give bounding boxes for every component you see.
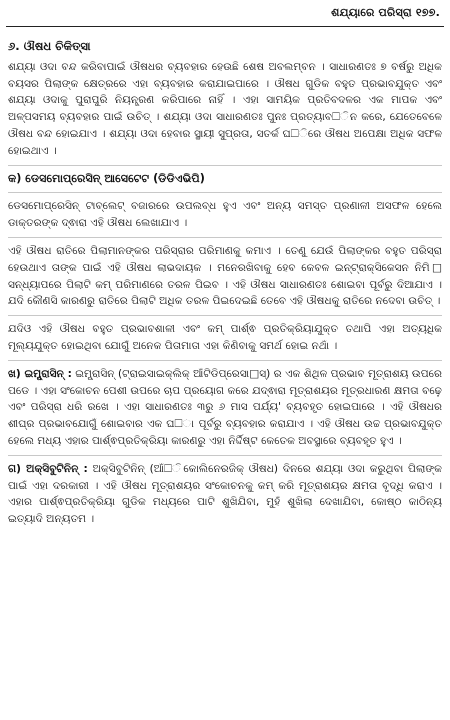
section-title: ୬. ଔଷଧ ଚିକିତ୍ସା — [8, 39, 91, 53]
divider — [8, 315, 442, 316]
divider — [8, 192, 442, 193]
oxybutynin-text: ଅକ୍ସିବୁଟିନିନ୍ (ଆଁ□ିକୋଲିନେରଜିକ୍ ଔଷଧ) ଦିନରେ ଶଯ୍ୟା ଓଦା କରୁଥିବା ପିଲାଙ୍କ ପାଇଁ ଏହା ଦରକାରୀ । ଏହି ଔଷଧ ମୂତ୍ରାଶୟର ସଂକୋଚନକୁ କମ୍ କରି ମୂତ୍ରାଶୟର କ୍ଷମତା ବୃଦ୍ଧି କରାଏ । ଏହାର ପାର୍ଶ୍ଵପ୍ରତିକ୍ରିୟା ଗୁଡିକ ମଧ୍ୟରେ ପାଟି ଶୁଖିଯିବା, ମୁହଁ ଶୁଖିଲା ଦେଖାଯିବା, କୋଷ୍ଠ କାଠିନ୍ୟ ଇତ୍ୟାଦି ଅନ୍ୟତମ । — [8, 462, 442, 526]
divider — [8, 165, 442, 166]
page-body — [8, 38, 442, 532]
desmopressin-paragraph-1: ଡେସମୋପ୍ରେସିନ୍ ଟାବ୍ଲେଟ୍ ବଜାରରେ ଉପଲବ୍ଧ ହୁଏ ଏବଂ ଅନ୍ୟ ସମସ୍ତ ପ୍ରଣାଳୀ ଅସଫଳ ହେଲେ ଡାକ୍ତରଙ୍କ ଦ୍ଵାରା ଏହି ଔଷଧ ଲେଖାଯାଏ । — [8, 200, 442, 230]
intro-paragraph: ଶଯ୍ୟା ଓଦା ବନ୍ଦ କରିବାପାଇଁ ଔଷଧର ବ୍ୟବହାର ହେଉଛି ଶେଷ ଅବଲମ୍ବନ । ସାଧାରଣତଃ ୭ ବର୍ଷରୁ ଅଧିକ ବୟସର ପିଲାଙ୍କ କ୍ଷେତ୍ରରେ ଏହା ବ୍ୟବହାର କରାଯାଇପାରେ । ଔଷଧ ଗୁଡିକ ବହୁତ ପ୍ରଭାବଯୁକ୍ତ ଏବଂ ଶଯ୍ୟା ଓଦାକୁ ପୁରାପୁରି ନିୟନ୍ତ୍ରଣ କରିପାରେ ନାହିଁ । ଏହା ସାମୟିକ ପ୍ରତିବଦଳର ଏକ ମାପକ ଏବଂ ଅଳ୍ପସମୟ ବ୍ୟବହାର ପାଇଁ ଉଚିତ୍ । ଶଯ୍ୟା ଓଦା ସାଧାରଣତଃ ପୁନଃ ପ୍ରତ୍ୟାବ□ିନ କରେ, ଯେତେବେଳେ ଔଷଧ ବନ୍ଦ ହୋଇଯାଏ । ଶଯ୍ୟା ଓଦା ହେବାର ସ୍ଥାୟୀ ସୁପ୍ରତା, ସତର୍କ ଘ□ିରେ ଔଷଧ ଅପେକ୍ଷା ଅଧିକ ସଫଳ ହୋଇଥାଏ । — [8, 60, 442, 157]
running-head: ଶଯ୍ୟାରେ ପରିସ୍ରା ୧୭୭. — [331, 6, 440, 19]
imipramine-text: ଇମ୍ପ୍ରାସିନ୍ (ଟ୍ରାଇସାଇକ୍ଲିକ୍ ଆଁଟିଡିପ୍ରେସା□ସ୍) ର ଏକ ଶିଥିଳ ପ୍ରଭାବ ମୂତ୍ରାଶୟ ଉପରେ ପଡେ । ଏହା ସଂକୋଚନ ପେଶୀ ଉପରେ ଚାପ ପ୍ରୟୋଗ କରେ ଯଦ୍ଵାରା ମୂତ୍ରାଶୟର ମୂତ୍ରଧାରଣ କ୍ଷମତା ବଢ଼େ ଏବଂ ପରିସ୍ରା ଧରି ରଖେ । ଏହା ସାଧାରଣତଃ ୩ରୁ ୬ ମାସ ପର୍ଯ୍ୟ' ବ୍ୟବହୃତ ହୋଇପାରେ । ଏହି ଔଷଧର ଶୀଘ୍ର ପ୍ରଭାବଯୋଗୁଁ ଶୋଇବାର ଏକ ଘ□ା ପୂର୍ବରୁ ବ୍ୟବହାର କରାଯାଏ । ଏହି ଔଷଧ ଉଚ୍ଚ ପ୍ରଭାବଯୁକ୍ତ ହେଲେ ମଧ୍ୟ ଏହାର ପାର୍ଶ୍ଵପ୍ରତିକ୍ରିୟା କାରଣରୁ ଏହା ନିର୍ଦ୍ଦିଷ୍ଟ କେତେକ ଅବସ୍ଥାରେ ବ୍ୟବହୃତ ହୁଏ । — [8, 367, 442, 447]
divider — [8, 360, 442, 361]
header-rule — [6, 26, 444, 27]
imipramine-paragraph — [8, 366, 442, 450]
divider — [8, 455, 442, 456]
subsection-title-desmopressin: କ) ଡେସମୋପ୍ରେସିନ୍ ଆସେଟେଟ (ଡିଡିଏଭିପି) — [8, 171, 205, 185]
divider — [8, 237, 442, 238]
desmopressin-paragraph-2: ଏହି ଔଷଧ ରାତିରେ ପିଲାମାନଙ୍କର ପରିସ୍ରାର ପରିମାଣକୁ କମାଏ । ତେଣୁ ଯେଉଁ ପିଲାଙ୍କର ବହୁତ ପରିସ୍ରା ହେଉଥାଏ ତାଙ୍କ ପାଇଁ ଏହି ଔଷଧ ଲାଭଦାୟକ । ମନେରଖିବାକୁ ହେବ କେବଳ ଇନ୍‌ଟ୍ରାକ୍ସିକେସନ ନିମି□ ସନ୍ଧ୍ୟାପରେ ପିଲାଟି କମ୍ ପରିମାଣରେ ତରଳ ପିଇବ । ଏହି ଔଷଧ ସାଧାରଣତଃ ଶୋଇବା ପୂର୍ବରୁ ଦିଆଯାଏ । ଯଦି କୌଣସି କାରଣରୁ ରାତିରେ ପିଲାଟି ଅଧିକ ତରଳ ପିଇଦେଇଛି ତେବେ ଏହି ଔଷଧକୁ ରାତିରେ ନଦେବା ଉଚିତ୍ । — [8, 244, 442, 308]
desmopressin-paragraph-3: ଯଦିଓ ଏହି ଔଷଧ ବହୁତ ପ୍ରଭାବଶାଳୀ ଏବଂ କମ୍ ପାର୍ଶ୍ଵ ପ୍ରତିକ୍ରିୟାଯୁକ୍ତ ତଥାପି ଏହା ଅତ୍ୟଧିକ ମୂଲ୍ୟଯୁକ୍ତ ହୋଇଥିବା ଯୋଗୁଁ ଅନେକ ପିତାମାତା ଏହା କିଣିବାକୁ ସମର୍ଥ ହୋଇ ନଥାଁ । — [8, 323, 442, 352]
oxybutynin-paragraph — [8, 461, 442, 528]
oxybutynin-lead: ଗ) ଅକ୍ସିବୁଟିନିନ୍ : — [8, 462, 88, 475]
imipramine-lead: ଖ) ଇମ୍ପ୍ରାସିନ୍ : — [8, 367, 72, 380]
